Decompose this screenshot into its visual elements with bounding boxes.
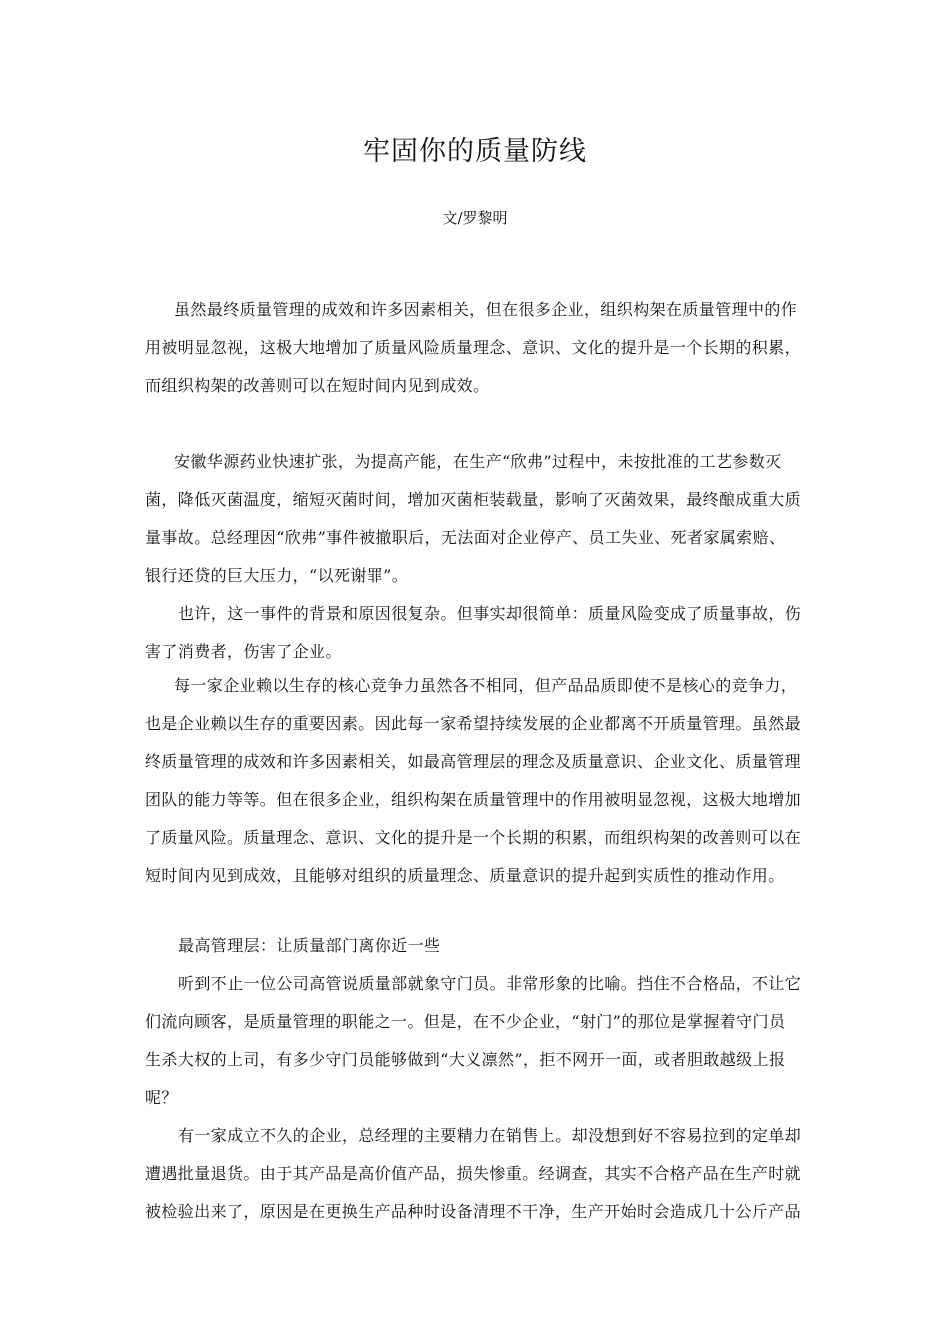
- paragraph-line: 害了消费者，伤害了企业。: [145, 642, 342, 661]
- paragraph: [145, 667, 801, 895]
- paragraph-line: 量事故。总经理因“欣弗”事件被撤职后，无法面对企业停产、员工失业、死者家属索赔、: [145, 528, 786, 547]
- paragraph-line: 每一家企业赖以生存的核心竞争力虽然各不相同，但产品品质即使不是核心的竞争力，: [174, 676, 798, 695]
- article-byline: 文/罗黎明: [442, 209, 508, 227]
- paragraph-line: 也是企业赖以生存的重要因素。因此每一家希望持续发展的企业都离不开质量管理。虽然最: [145, 714, 802, 733]
- paragraph-line: 虽然最终质量管理的成效和许多因素相关，但在很多企业，组织构架在质量管理中的作: [174, 300, 798, 319]
- paragraph-line: 也许，这一事件的背景和原因很复杂。但事实却很简单：质量风险变成了质量事故，伤: [178, 604, 802, 623]
- paragraph-line: 银行还贷的巨大压力，“以死谢罪”。: [145, 566, 409, 585]
- paragraph-line: 遭遇批量退货。由于其产品是高价值产品，损失惨重。经调查，其实不合格产品在生产时就: [145, 1164, 802, 1183]
- paragraph: [145, 443, 801, 595]
- paragraph: [145, 965, 801, 1117]
- paragraph-line: 而组织构架的改善则可以在短时间内见到成效。: [145, 376, 490, 395]
- paragraph-line: 短时间内见到成效，且能够对组织的质量理念、质量意识的提升起到实质性的推动作用。: [145, 866, 785, 885]
- section-heading-text: 最高管理层：让质量部门离你近一些: [178, 936, 441, 955]
- paragraph: [145, 595, 801, 671]
- article-title: 牢固你的质量防线: [363, 136, 587, 167]
- section-heading: [145, 927, 440, 965]
- paragraph-line: 用被明显忽视，这极大地增加了质量风险质量理念、意识、文化的提升是一个长期的积累，: [145, 338, 802, 357]
- paragraph: [145, 291, 801, 405]
- paragraph-line: 呢？: [145, 1088, 178, 1107]
- paragraph-line: 们流向顾客，是质量管理的职能之一。但是，在不少企业，“射门”的那位是掌握着守门员: [145, 1012, 786, 1031]
- paragraph-line: 菌，降低灭菌温度，缩短灭菌时间，增加灭菌柜装载量，影响了灭菌效果，最终酿成重大质: [145, 490, 802, 509]
- paragraph-line: 安徽华源药业快速扩张，为提高产能，在生产“欣弗”过程中，未按批准的工艺参数灭: [174, 452, 782, 471]
- paragraph-line: 生杀大权的上司，有多少守门员能够做到“大义凛然”，拒不网开一面，或者胆敢越级上报: [145, 1050, 786, 1069]
- paragraph-line: 了质量风险。质量理念、意识、文化的提升是一个长期的积累，而组织构架的改善则可以在: [145, 828, 802, 847]
- paragraph-line: 有一家成立不久的企业，总经理的主要精力在销售上。却没想到好不容易拉到的定单却: [178, 1126, 802, 1145]
- paragraph-line: 被检验出来了，原因是在更换生产品种时设备清理不干净，生产开始时会造成几十公斤产品: [145, 1202, 802, 1221]
- paragraph-line: 团队的能力等等。但在很多企业，组织构架在质量管理中的作用被明显忽视，这极大地增加: [145, 790, 802, 809]
- paragraph-line: 终质量管理的成效和许多因素相关，如最高管理层的理念及质量意识、企业文化、质量管理: [145, 752, 802, 771]
- paragraph-line: 听到不止一位公司高管说质量部就象守门员。非常形象的比喻。挡住不合格品，不让它: [178, 974, 802, 993]
- paragraph: [145, 1117, 801, 1231]
